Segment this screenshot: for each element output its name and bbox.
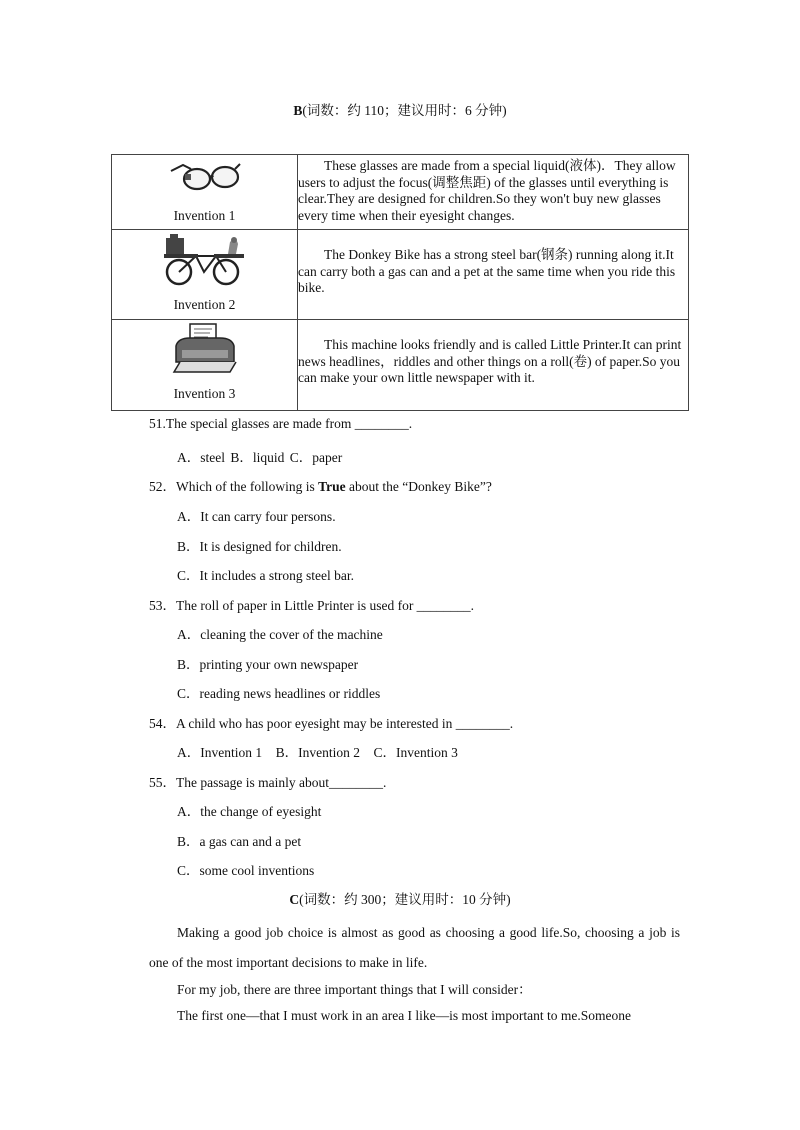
question-52-stem-bold: True bbox=[318, 479, 346, 494]
question-54: 54．A child who has poor eyesight may be interested in ________. bbox=[149, 716, 514, 731]
section-b-heading bbox=[0, 99, 800, 119]
question-52-stem-start: 52．Which of the following is bbox=[149, 479, 319, 494]
invention-3-description bbox=[298, 320, 689, 411]
printer-icon bbox=[170, 322, 240, 374]
section-b-letter: B bbox=[293, 103, 303, 118]
bike-icon bbox=[164, 234, 246, 286]
question-52-stem-end: about the “Donkey Bike”? bbox=[345, 479, 492, 494]
invention-1-caption: Invention 1 bbox=[173, 208, 236, 223]
invention-2-description bbox=[298, 230, 689, 320]
question-54-options: A．Invention 1 B．Invention 2 C．Invention 3 bbox=[177, 745, 458, 760]
section-c-paragraph-1: Making a good job choice is almost as good as choosing a good life.So, choosing a job is one of the most important decisions to make in life. bbox=[149, 925, 680, 970]
invention-2-cell bbox=[112, 230, 298, 320]
invention-row-3 bbox=[112, 320, 689, 411]
question-52-option-a: A．It can carry four persons. bbox=[177, 509, 336, 524]
section-c-heading bbox=[0, 888, 800, 908]
question-55-option-c: C．some cool inventions bbox=[177, 863, 315, 878]
section-c-paragraph-3: The first one—that I must work in an area I like—is most important to me.Someone bbox=[177, 1008, 632, 1023]
invention-3-caption: Invention 3 bbox=[173, 386, 236, 401]
question-51: 51.The special glasses are made from ________. bbox=[149, 416, 413, 431]
invention-1-text: These glasses are made from a special liquid(液体)．They allow users to adjust the focus(调整焦距) of the glasses until everything is clear.They are designed for children.So they won't buy new glasses every time when their eyesight changes. bbox=[298, 158, 676, 223]
question-53: 53．The roll of paper in Little Printer is used for ________. bbox=[149, 598, 475, 613]
section-c-paragraph-2: For my job, there are three important things that I will consider： bbox=[177, 982, 532, 997]
question-55: 55．The passage is mainly about________. bbox=[149, 775, 387, 790]
invention-2-text: The Donkey Bike has a strong steel bar(钢条) running along it.It can carry both a gas can and a pet at the same time when you ride this bike. bbox=[298, 247, 676, 295]
section-c-info: (词数：约 300；建议用时：10 分钟) bbox=[299, 892, 511, 907]
question-51-options: A．steel B．liquid C．paper bbox=[177, 450, 343, 465]
invention-1-description bbox=[298, 155, 689, 230]
question-52-option-b: B．It is designed for children. bbox=[177, 539, 342, 554]
question-53-option-b: B．printing your own newspaper bbox=[177, 657, 359, 672]
glasses-icon bbox=[169, 159, 241, 195]
question-52-option-c: C．It includes a strong steel bar. bbox=[177, 568, 354, 583]
inventions-table bbox=[111, 154, 689, 411]
invention-3-cell bbox=[112, 320, 298, 411]
invention-2-caption: Invention 2 bbox=[173, 297, 236, 312]
invention-1-cell bbox=[112, 155, 298, 230]
question-55-option-b: B．a gas can and a pet bbox=[177, 834, 302, 849]
section-b-info: (词数：约 110；建议用时：6 分钟) bbox=[302, 103, 507, 118]
section-c-letter: C bbox=[289, 892, 300, 907]
invention-row-2 bbox=[112, 230, 689, 320]
question-53-option-c: C．reading news headlines or riddles bbox=[177, 686, 381, 701]
question-53-option-a: A．cleaning the cover of the machine bbox=[177, 627, 383, 642]
invention-row-1 bbox=[112, 155, 689, 230]
question-55-option-a: A．the change of eyesight bbox=[177, 804, 322, 819]
invention-3-text: This machine looks friendly and is called Little Printer.It can print news headlines，riddles and other things on a roll(卷) of paper.So you can make your own little newspaper with it. bbox=[298, 337, 682, 385]
question-52 bbox=[149, 475, 492, 495]
